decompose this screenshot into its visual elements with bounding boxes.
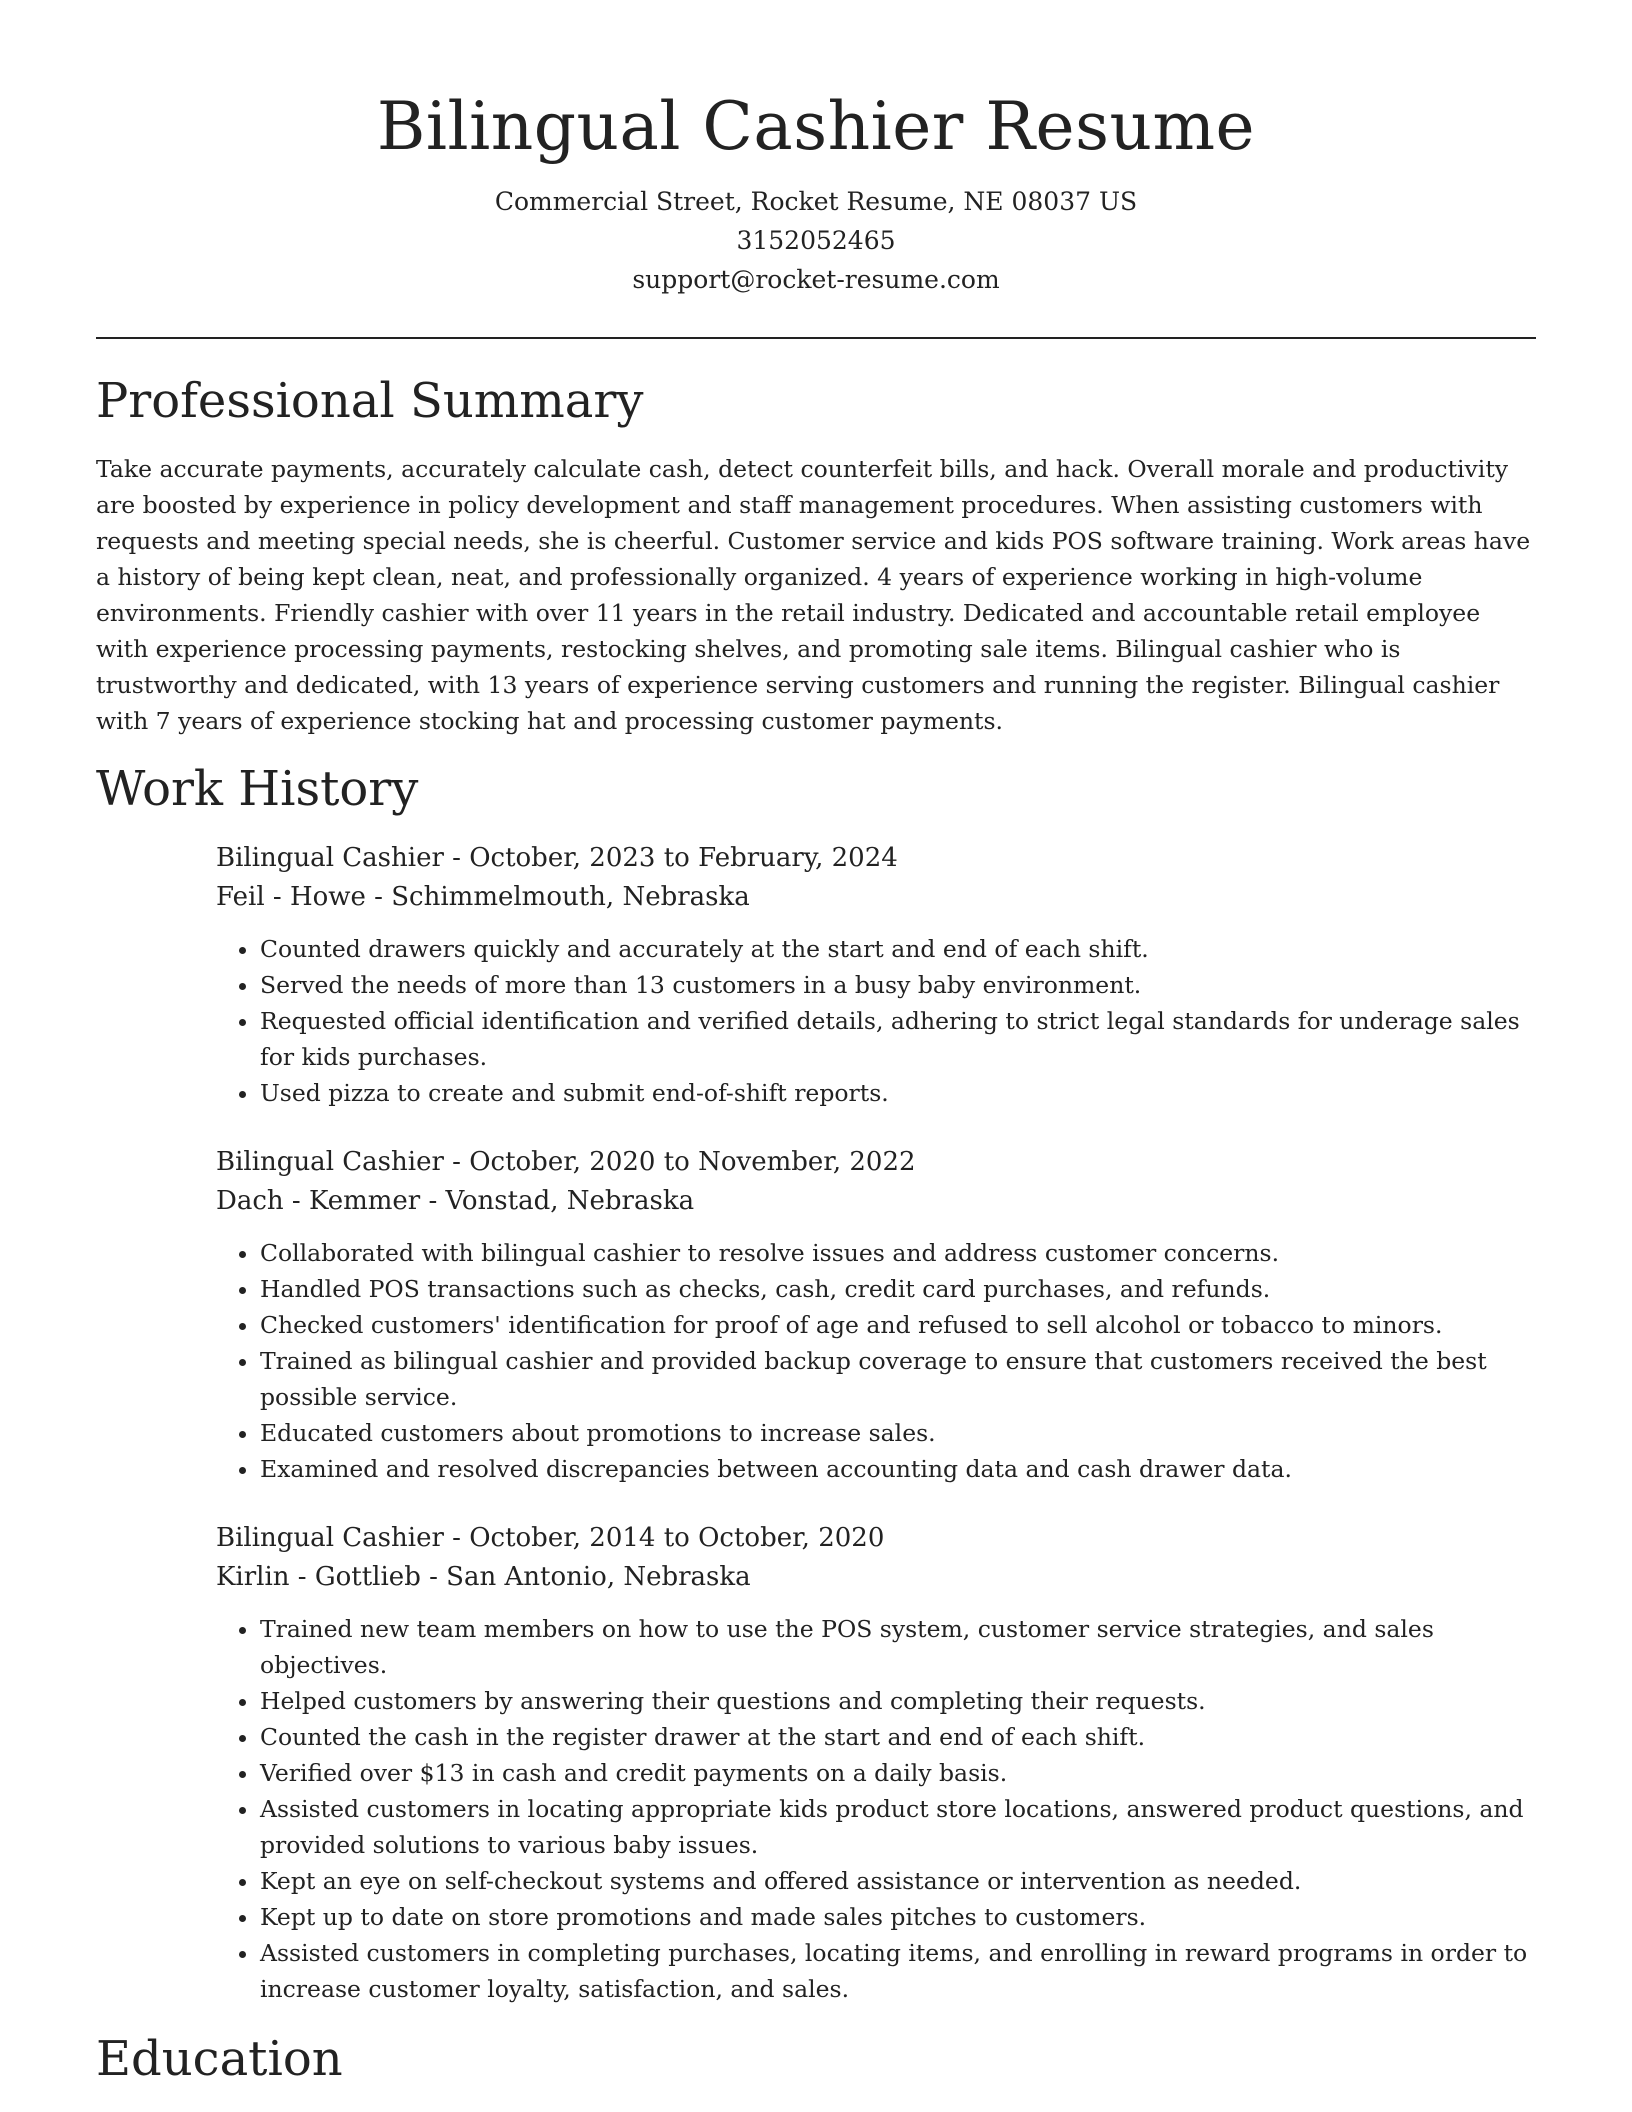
resume-title: Bilingual Cashier Resume (376, 88, 1256, 165)
job-bullet: • Checked customers' identification for proof of age and refused to sell alcohol or tobacco to minors. (260, 1307, 1536, 1343)
job-list (216, 839, 1536, 2007)
job-bullet: • Examined and resolved discrepancies between accounting data and cash drawer data. (260, 1451, 1536, 1487)
work-history-section (96, 759, 1536, 2007)
job-bullet: • Counted the cash in the register drawer at the start and end of each shift. (260, 1719, 1536, 1755)
job-bullet: • Trained as bilingual cashier and provided backup coverage to ensure that customers received the best possible service. (260, 1343, 1536, 1415)
contact-phone: 3152052465 (736, 226, 896, 255)
job-title-line: Bilingual Cashier - October, 2023 to February, 2024 (216, 843, 898, 873)
job-title-line: Bilingual Cashier - October, 2014 to October, 2020 (216, 1523, 885, 1553)
work-history-heading: Work History (96, 761, 419, 817)
job-bullet: • Requested official identification and verified details, adhering to strict legal standards for underage sales for kids purchases. (260, 1003, 1536, 1075)
job-bullet: • Counted drawers quickly and accurately at the start and end of each shift. (260, 931, 1536, 967)
job-bullet-list (216, 931, 1536, 1111)
job-bullet: • Trained new team members on how to use the POS system, customer service strategies, and sales objectives. (260, 1611, 1536, 1683)
job-bullet: • Assisted customers in completing purchases, locating items, and enrolling in reward programs in order to increase customer loyalty, satisfaction, and sales. (260, 1935, 1536, 2007)
job-bullet-list (216, 1235, 1536, 1487)
job-company-line: Dach - Kemmer - Vonstad, Nebraska (216, 1186, 695, 1216)
header-divider (96, 337, 1536, 339)
job-title-line: Bilingual Cashier - October, 2020 to November, 2022 (216, 1147, 916, 1177)
job-bullet: • Verified over $13 in cash and credit payments on a daily basis. (260, 1755, 1536, 1791)
job-company-line: Kirlin - Gottlieb - San Antonio, Nebraska (216, 1562, 751, 1592)
education-heading: Education (96, 2031, 343, 2087)
resume-header (96, 0, 1536, 299)
job-entry (216, 1143, 1536, 1487)
education-section (96, 2029, 1536, 2089)
job-bullet: • Assisted customers in locating appropriate kids product store locations, answered product questions, and provided solutions to various baby issues. (260, 1791, 1536, 1863)
job-company-line: Feil - Howe - Schimmelmouth, Nebraska (216, 882, 750, 912)
job-entry (216, 1519, 1536, 2007)
summary-heading: Professional Summary (96, 373, 644, 429)
resume-page (96, 0, 1536, 2089)
professional-summary-section (96, 371, 1536, 739)
job-bullet: • Served the needs of more than 13 customers in a busy baby environment. (260, 967, 1536, 1003)
job-entry (216, 839, 1536, 1111)
summary-text: Take accurate payments, accurately calculate cash, detect counterfeit bills, and hack. Overall morale and productivity are boosted by experience in policy development and staff management procedures. When assisting customers with requests and meeting special needs, she is cheerful. Customer service and kids POS software training. Work areas have a history of being kept clean, neat, and professionally organized. 4 years of experience working in high-volume environments. Friendly cashier with over 11 years in the retail industry. Dedicated and accountable retail employee with experience processing payments, restocking shelves, and promoting sale items. Bilingual cashier who is trustworthy and dedicated, with 13 years of experience serving customers and running the register. Bilingual cashier with 7 years of experience stocking hat and processing customer payments. (96, 455, 1531, 735)
job-bullet: • Kept an eye on self-checkout systems and offered assistance or intervention as needed. (260, 1863, 1536, 1899)
contact-address: Commercial Street, Rocket Resume, NE 08037 US (494, 187, 1138, 216)
job-bullet: • Used pizza to create and submit end-of-shift reports. (260, 1075, 1536, 1111)
job-bullet: • Handled POS transactions such as checks, cash, credit card purchases, and refunds. (260, 1271, 1536, 1307)
job-bullet-list (216, 1611, 1536, 2007)
job-bullet: • Helped customers by answering their questions and completing their requests. (260, 1683, 1536, 1719)
contact-email: support@rocket-resume.com (632, 265, 1000, 294)
job-bullet: • Educated customers about promotions to increase sales. (260, 1415, 1536, 1451)
job-bullet: • Kept up to date on store promotions and made sales pitches to customers. (260, 1899, 1536, 1935)
job-bullet: • Collaborated with bilingual cashier to resolve issues and address customer concerns. (260, 1235, 1536, 1271)
